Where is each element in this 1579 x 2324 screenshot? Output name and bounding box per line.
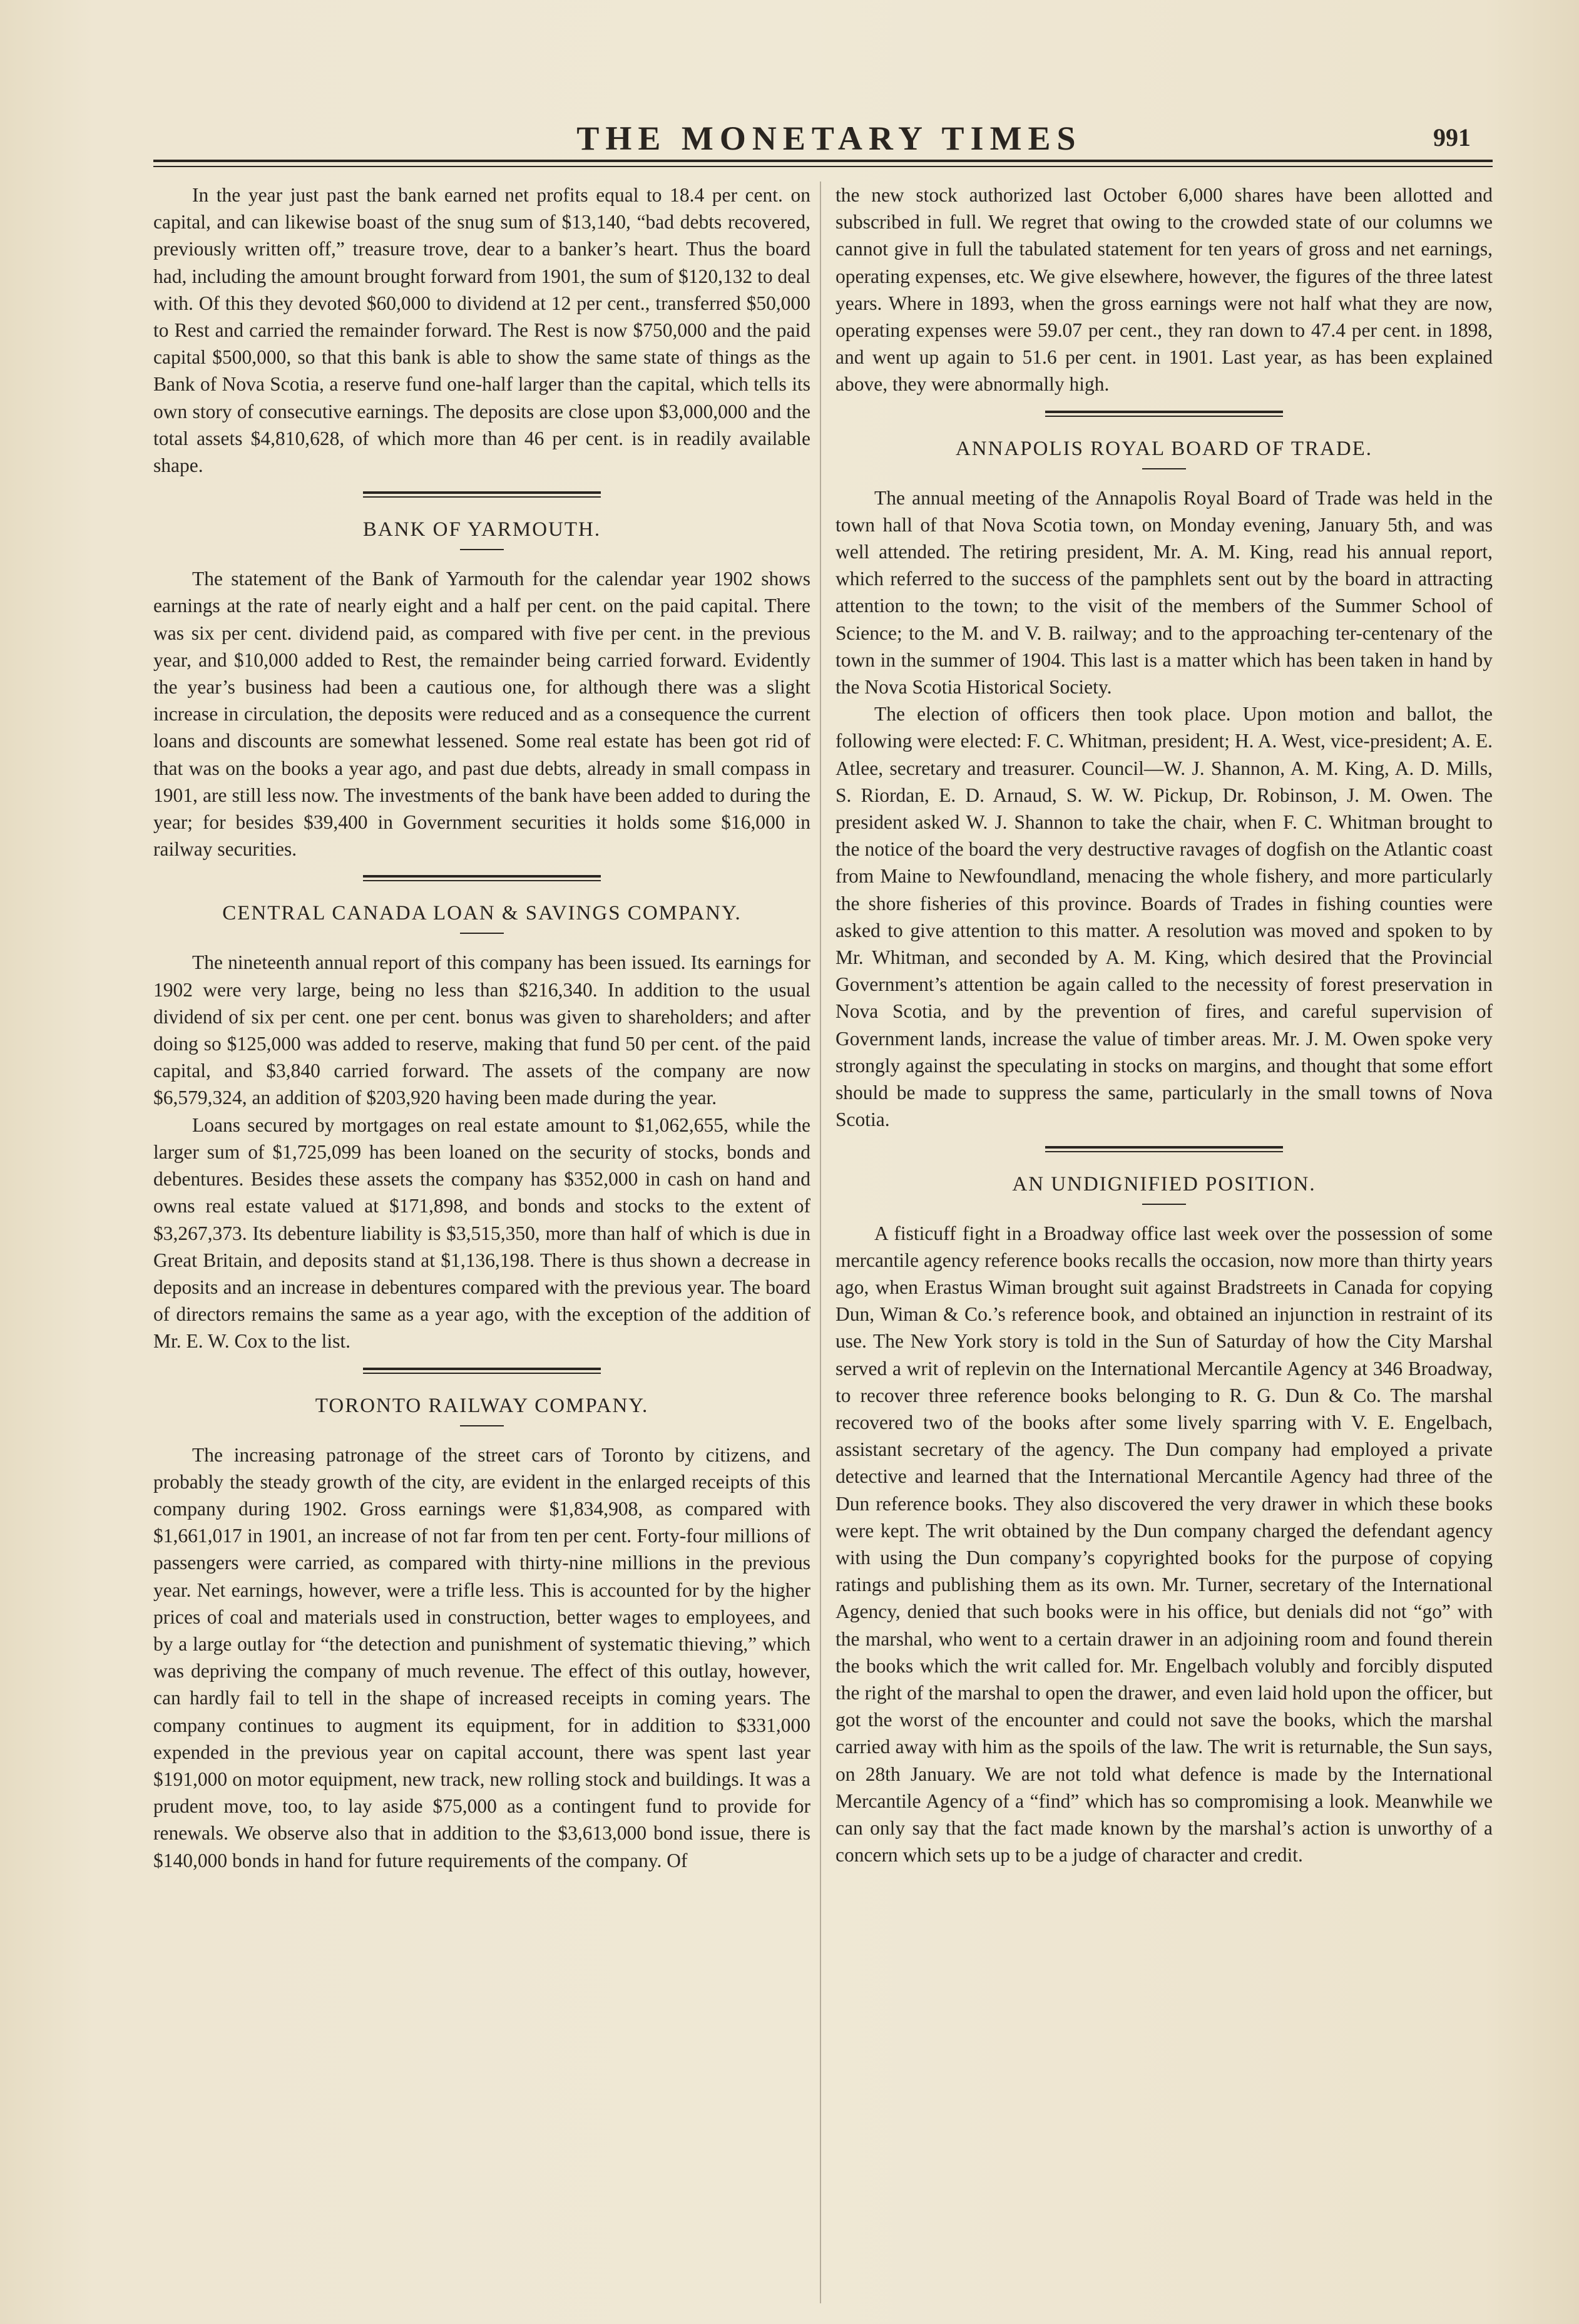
- section-rule: [1045, 411, 1283, 413]
- column-divider: [820, 182, 821, 2303]
- right-column: [835, 182, 1493, 1868]
- article-paragraph: The nineteenth annual report of this company has been issued. Its earnings for 1902 were very large, being no less than $216,340. In addition to the usual dividend of six per cent. one per cent. bonus was given to shareholders; and after doing so $125,000 was added to reserve, making that fund 50 per cent. of the paid capital, and $3,840 carried forward. The assets of the company are now $6,579,324, an addition of $203,920 having been made during the year.: [153, 951, 810, 1109]
- heading-dash: [1142, 468, 1186, 469]
- article-paragraph: The increasing patronage of the street cars of Toronto by citizens, and probably the steady growth of the city, are evident in the enlarged receipts of this company during 1902. Gross earnings were $1,834,908, as compared with $1,661,017 in 1901, an increase of not far from ten per cent. Forty-four millions of passengers were carried, as compared with thirty-nine millions in the previous year. Net earnings, however, were a trifle less. This is accounted for by the higher prices of coal and materials used in construction, better wages to employees, and by a large outlay for “the detection and punishment of systematic thieving,” which was depriving the company of much revenue. The effect of this outlay, however, can hardly fail to tell in the shape of increased receipts in coming years. The company continues to augment its equipment, for in addition to $331,000 expended in the previous year on capital account, there was spent last year $191,000 on motor equipment, new track, new rolling stock and buildings. It was a prudent move, too, to lay aside $75,000 as a contingent fund to provide for renewals. We observe also that in addition to the $3,613,000 bond issue, there is $140,000 bonds in hand for future requirements of the company. Of: [153, 1443, 810, 1871]
- section-rule: [363, 491, 601, 494]
- heading-dash: [460, 933, 504, 934]
- heading-dash: [460, 1425, 504, 1426]
- article-paragraph: the new stock authorized last October 6,000 shares have been allotted and subscribed in full. We regret that owing to the crowded state of our columns we cannot give in full the tabulated statement for ten years of gross and net earnings, operating expenses, etc. We give elsewhere, however, the figures of the three latest years. Where in 1893, when the gross earnings were not half what they are now, operating expenses were 59.07 per cent., they ran down to 47.4 per cent. in 1898, and went up again to 51.6 per cent. in 1901. Last year, as has been explained above, they were abnormally high.: [835, 184, 1493, 396]
- heading-dash: [460, 549, 504, 550]
- section-heading: BANK OF YARMOUTH.: [362, 518, 601, 541]
- left-column: [153, 182, 810, 1874]
- article-paragraph: The statement of the Bank of Yarmouth for the calendar year 1902 shows earnings at the rate of nearly eight and a half per cent. on the paid capital. There was six per cent. dividend paid, as compared with five per cent. in the previous year, and $10,000 added to Rest, the remainder being carried forward. Evidently the year’s business had been a cautious one, for although there was a slight increase in circulation, the deposits were reduced and as a consequence the current loans and discounts are somewhat lessened. Some real estate has been got rid of that was on the books a year ago, and past due debts, already in small compass in 1901, are still less now. The investments of the bank have been added to during the year; for besides $39,400 in Government securities it holds some $16,000 in railway securities.: [153, 568, 810, 861]
- section-rule-thin: [363, 1373, 601, 1374]
- section-rule-thin: [1045, 416, 1283, 417]
- section-rule-thin: [363, 880, 601, 881]
- page-number: 991: [1433, 123, 1471, 151]
- heading-dash: [1142, 1204, 1186, 1205]
- publication-title: THE MONETARY TIMES: [576, 120, 1082, 157]
- section-heading: AN UNDIGNIFIED POSITION.: [1012, 1172, 1316, 1195]
- article-paragraph: A fisticuff fight in a Broadway office last week over the possession of some mercantile agency reference books recalls the occasion, now more than thirty years ago, when Erastus Wiman brought suit against Bradstreets in Canada for copying Dun, Wiman & Co.’s reference book, and obtained an injunction in restraint of its use. The New York story is told in the Sun of Saturday of how the City Marshal served a writ of replevin on the International Mercantile Agency at 346 Broadway, to recover three reference books belonging to R. G. Dun & Co. The marshal recovered two of the books after some lively sparring with V. E. Engelbach, assistant secretary of the agency. The Dun company had employed a private detective and learned that the International Mercantile Agency had three of the Dun reference books. They also discovered the very drawer in which these books were kept. The writ obtained by the Dun company charged the defendant agency with using the Dun company’s copyrighted books for the purpose of copying ratings and publishing them as its own. Mr. Turner, secretary of the International Agency, denied that such books were in his office, but denials did not “go” with the marshal, who went to a certain drawer in an adjoining room and found therein the books which the writ called for. Mr. Engelbach volubly and forcibly disputed the right of the marshal to open the drawer, and even laid hold upon the officer, but got the worst of the encounter and could not save the books, which the marshal carried away with him as the spoils of the law. The writ is returnable, the Sun says, on 28th January. We are not told what defence is made by the International Mercantile Agency of a “find” which has so compromising a look. Meanwhile we can only say that the fact made known by the marshal’s action is unworthy of a concern which sets up to be a judge of character and credit.: [835, 1222, 1493, 1866]
- article-paragraph: Loans secured by mortgages on real estate amount to $1,062,655, while the larger sum of $1,725,099 has been loaned on the security of stocks, bonds and debentures. Besides these assets the company has $352,000 in cash on hand and owns real estate valued at $171,898, and bonds and stocks to the extent of $3,267,373. Its debenture liability is $3,515,350, more than half of which is due in Great Britain, and deposits stand at $1,136,198. There is thus shown a decrease in deposits and an increase in debentures compared with the previous year. The board of directors remains the same as a year ago, with the exception of the addition of Mr. E. W. Cox to the list.: [153, 1113, 810, 1353]
- section-rule: [363, 1368, 601, 1370]
- header-rule-thin: [153, 166, 1493, 167]
- masthead: [156, 119, 1502, 156]
- section-rule: [363, 875, 601, 878]
- section-rule-thin: [363, 496, 601, 498]
- section-rule-thin: [1045, 1151, 1283, 1152]
- article-paragraph: In the year just past the bank earned net profits equal to 18.4 per cent. on capital, and can likewise boast of the snug sum of $13,140, “bad debts recovered, previously written off,” treasure trove, dear to a banker’s heart. Thus the board had, including the amount brought forward from 1901, the sum of $120,132 to deal with. Of this they devoted $60,000 to dividend at 12 per cent., transferred $50,000 to Rest and carried the remainder forward. The Rest is now $750,000 and the paid capital $500,000, so that this bank is able to show the same state of things as the Bank of Nova Scotia, a reserve fund one-half larger than the capital, which tells its own story of consecutive earnings. The deposits are close upon $3,000,000 and the total assets $4,810,628, of which more than 46 per cent. is in readily available shape.: [153, 184, 810, 477]
- article-paragraph: The annual meeting of the Annapolis Royal Board of Trade was held in the town hall of that Nova Scotia town, on Monday evening, January 5th, and was well attended. The retiring president, Mr. A. M. King, read his annual report, which referred to the success of the pamphlets sent out by the board in attracting attention to the town; to the visit of the members of the Summer School of Science; to the M. and V. B. railway; and to the approaching ter-centenary of the town in the summer of 1904. This last is a matter which has been taken in hand by the Nova Scotia Historical Society.: [835, 486, 1493, 699]
- section-heading: CENTRAL CANADA LOAN & SAVINGS COMPANY.: [222, 902, 742, 925]
- section-rule: [1045, 1146, 1283, 1149]
- section-heading: ANNAPOLIS ROYAL BOARD OF TRADE.: [955, 437, 1373, 460]
- article-paragraph: The election of officers then took place. Upon motion and ballot, the following were elected: F. C. Whitman, president; H. A. West, vice-president; A. E. Atlee, secretary and treasurer. Council—W. J. Shannon, A. M. King, A. D. Mills, S. Riordan, E. D. Arnaud, S. W. W. Pickup, Dr. Robinson, J. M. Owen. The president asked W. J. Shannon to take the chair, when F. C. Whitman brought to the notice of the board the very destructive ravages of dogfish on the Atlantic coast from Maine to Newfoundland, menacing the whole fishery, and more particularly the shore fisheries of this province. Boards of Trades in fishing counties were asked to give attention to this matter. A resolution was moved and spoken to by Mr. Whitman, and seconded by A. M. King, which desired that the Provincial Government’s attention be again called to the necessity of forest preservation in Nova Scotia, and by the prevention of fires, and careful supervision of Government lands, increase the value of timber areas. Mr. J. M. Owen spoke very strongly against the speculating in stocks on margins, and thought that some effort should be made to suppress the same, particularly in the small towns of Nova Scotia.: [835, 703, 1493, 1131]
- section-heading: TORONTO RAILWAY COMPANY.: [315, 1394, 649, 1417]
- header-rule: [153, 160, 1493, 162]
